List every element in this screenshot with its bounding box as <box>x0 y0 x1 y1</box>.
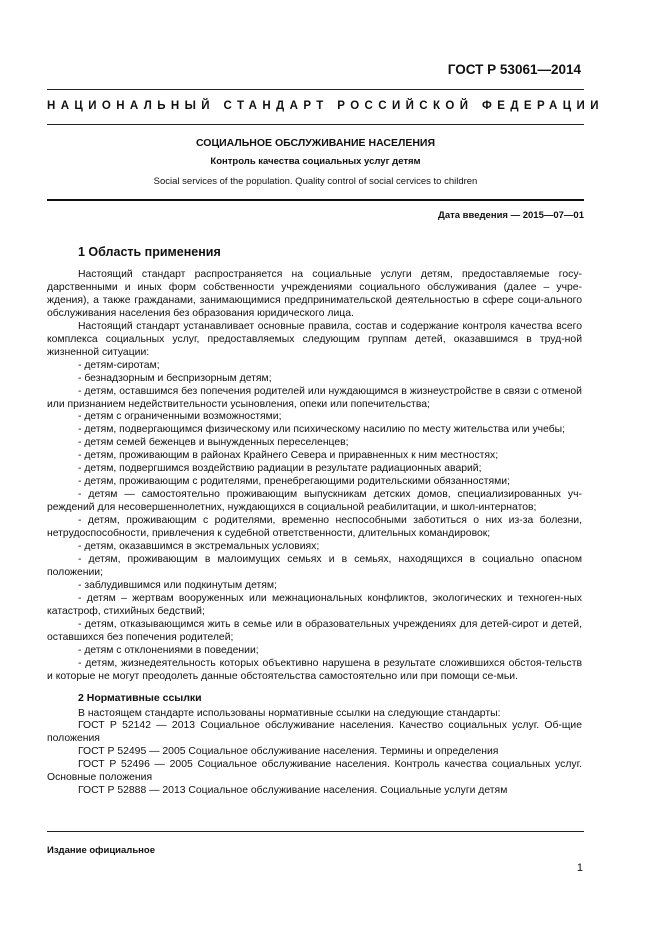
paragraph: Настоящий стандарт распространяется на социальные услуги детям, предоставляемые госу-дарственными и иных форм собственности учреждениями социального обслуживания (далее – учре-ждения), а также гражданами, занимающимися предпринимательской деятельностью в сфере соци-ального обслуживания населения без образования юридического лица. <box>47 269 582 319</box>
title-rule <box>47 199 584 201</box>
list-item: - детям, подвергающимся физическому или психическому насилию по месту жительства или учебы; <box>78 424 566 436</box>
header-rule <box>47 89 584 90</box>
paragraph: В настоящем стандарте использованы нормативные ссылки на следующие стандарты: <box>78 707 501 719</box>
list-item: - детям, проживающим с родителями, временно неспособными заботиться о них из-за болезни, нетрудоспособности, привлечения к судебной ответственности, длительных командировок; <box>47 515 582 540</box>
list-item: - детям, проживающим с родителями, пренебрегающими родительскими обязанностями; <box>78 476 510 488</box>
national-standard-caption: НАЦИОНАЛЬНЫЙ СТАНДАРТ РОССИЙСКОЙ ФЕДЕРАЦИИ <box>47 100 604 112</box>
page-number: 1 <box>576 862 583 874</box>
list-item: - детям, оказавшимся в экстремальных условиях; <box>78 541 320 553</box>
document-subtitle: Контроль качества социальных услуг детям <box>210 156 421 167</box>
list-item: - детям с ограниченными возможностями; <box>78 411 282 423</box>
caption-rule <box>47 124 584 125</box>
edition-label: Издание официальное <box>47 845 155 856</box>
document-title-english: Social services of the population. Quality control of social cervices to children <box>153 176 478 187</box>
reference-item: ГОСТ Р 52496 — 2005 Социальное обслуживание населения. Контроль качества социальных услуг. Основные положения <box>47 759 582 784</box>
reference-item: ГОСТ Р 52888 — 2013 Социальное обслуживание населения. Социальные услуги детям <box>78 785 508 797</box>
document-body <box>47 245 582 798</box>
list-item: - безнадзорным и беспризорным детям; <box>78 372 272 384</box>
list-item: - детям — самостоятельно проживающим выпускникам детских домов, специализированных уч-реждений для несовершеннолетних, нуждающихся в социальной реабилитации, и школ-интернатов; <box>47 489 582 514</box>
list-item: - детям семей беженцев и вынужденных переселенцев; <box>78 437 349 449</box>
footer-rule <box>47 831 584 832</box>
list-item: - детям, проживающим в малоимущих семьях и в семьях, находящихся в социально опасном положении; <box>47 553 582 578</box>
list-item: - детям, жизнедеятельность которых объективно нарушена в результате сложившихся обстоя-тельств и которые не могут преодолеть данные обстоятельства самостоятельно или при помощи се-мьи. <box>47 657 582 682</box>
list-item: - детям, отказывающимся жить в семье или в образовательных учреждениях для детей-сирот и детей, оставшихся без попечения родителей; <box>47 618 582 643</box>
list-item: - детям, оставшимся без попечения родителей или нуждающимся в жизнеустройстве в связи с отменой или признанием недействительности усыновления, опеки или попечительства; <box>47 385 582 410</box>
introduction-date: Дата введения — 2015—07—01 <box>438 210 584 221</box>
paragraph: Настоящий стандарт устанавливает основные правила, состав и содержание контроля качества всего комплекса социальных услуг, предоставляемых следующим группам детей, оказавшимся в труд-ной жизненной ситуации: <box>47 320 582 358</box>
section-2-heading: 2 Нормативные ссылки <box>78 691 202 704</box>
list-item: - заблудившимся или подкинутым детям; <box>78 579 277 591</box>
list-item: - детям, проживающим в районах Крайнего Севера и приравненных к ним местностях; <box>78 450 499 462</box>
list-item: - детям – жертвам вооруженных или межнациональных конфликтов, экологических и техноген-ных катастроф, стихийных бедствий; <box>47 592 582 617</box>
document-code: ГОСТ Р 53061—2014 <box>447 62 581 77</box>
reference-item: ГОСТ Р 52495 — 2005 Социальное обслуживание населения. Термины и определения <box>78 746 499 758</box>
list-item: - детям с отклонениями в поведении; <box>78 644 259 656</box>
list-item: - детям-сиротам; <box>78 359 160 371</box>
document-title: СОЦИАЛЬНОЕ ОБСЛУЖИВАНИЕ НАСЕЛЕНИЯ <box>195 137 436 149</box>
list-item: - детям, подвергшимся воздействию радиации в результате радиационных аварий; <box>78 463 482 475</box>
section-1-heading: 1 Область применения <box>78 245 221 259</box>
reference-item: ГОСТ Р 52142 — 2013 Социальное обслуживание населения. Качество социальных услуг. Об-щие положения <box>47 720 582 745</box>
